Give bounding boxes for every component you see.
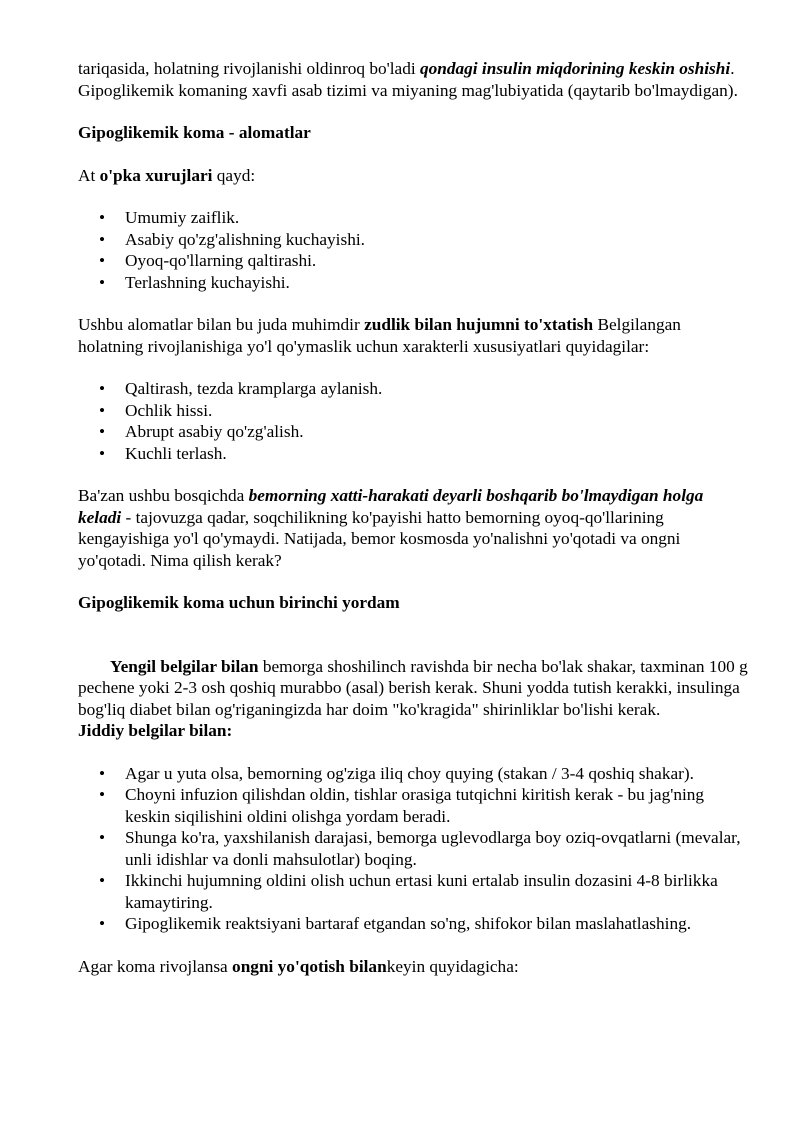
para2-emphasis: bemorning xatti-harakati deyarli boshqarib bo'lmaydigan holga keladi	[78, 486, 704, 527]
list-item: • Asabiy qo'zg'alishning kuchayishi.	[78, 229, 748, 251]
final-bold: ongni yo'qotish bilan	[232, 956, 387, 976]
mild-signs-paragraph	[78, 656, 748, 721]
final-text-2: keyin quyidagicha:	[386, 956, 519, 976]
list-item: • Qaltirash, tezda kramplarga aylanish.	[78, 378, 748, 400]
serious-bold: Jiddiy belgilar bilan:	[78, 721, 233, 740]
document-content	[78, 58, 748, 977]
intro-text-2: . Gipoglikemik komaning xavfi asab tizimi va miyaning mag'lubiyatida (qaytarib bo'lmaydigan).	[78, 59, 738, 100]
para-bold: zudlik bilan hujumni to'xtatish	[364, 315, 594, 334]
final-text: Agar koma rivojlansa	[78, 956, 233, 976]
list-item: • Shunga ko'ra, yaxshilanish darajasi, bemorga uglevodlarga boy oziq-ovqatlarni (mevalar, unli idishlar va donli mahsulotlar) boqing.	[78, 827, 748, 870]
list-item: • Terlashning kuchayishi.	[78, 272, 748, 294]
lead-text: At	[78, 165, 100, 185]
symptoms-paragraph	[78, 314, 748, 357]
mild-bold: Yengil belgilar bilan	[110, 656, 259, 676]
list-item: • Umumiy zaiflik.	[78, 207, 748, 229]
symptoms-lead	[78, 165, 748, 187]
symptoms-heading: Gipoglikemik koma - alomatlar	[78, 123, 311, 142]
intro-emphasis: qondagi insulin miqdorining keskin oshishi	[419, 59, 731, 78]
lead-bold: o'pka xurujlari	[99, 165, 213, 185]
list-item: • Kuchli terlash.	[78, 443, 748, 465]
serious-signs-heading	[78, 720, 748, 742]
para2-text: Ba'zan ushbu bosqichda	[78, 486, 249, 505]
list-item: • Oyoq-qo'llarning qaltirashi.	[78, 250, 748, 272]
first-aid-heading: Gipoglikemik koma uchun birinchi yordam	[78, 593, 400, 612]
final-paragraph	[78, 956, 748, 978]
features-list	[78, 378, 748, 464]
symptoms-list	[78, 207, 748, 293]
list-item: • Abrupt asabiy qo'zg'alish.	[78, 421, 748, 443]
behavior-paragraph	[78, 485, 748, 571]
list-item: • Ochlik hissi.	[78, 400, 748, 422]
intro-paragraph	[78, 58, 748, 101]
serious-signs-list	[78, 763, 748, 935]
intro-text: tariqasida, holatning rivojlanishi oldinroq bo'ladi	[78, 59, 420, 78]
list-item: • Agar u yuta olsa, bemorning og'ziga iliq choy quying (stakan / 3-4 qoshiq shakar).	[78, 763, 748, 785]
para-text-2: Belgilangan holatning rivojlanishiga yo'l qo'ymaslik uchun xarakterli xususiyatlari quyidagilar:	[78, 315, 681, 356]
list-item: • Ikkinchi hujumning oldini olish uchun ertasi kuni ertalab insulin dozasini 4-8 birlikka kamaytiring.	[78, 870, 748, 913]
list-item: • Choyni infuzion qilishdan oldin, tishlar orasiga tutqichni kiritish kerak - bu jag'ning keskin siqilishini oldini olishga yordam beradi.	[78, 784, 748, 827]
list-item: • Gipoglikemik reaktsiyani bartaraf etgandan so'ng, shifokor bilan maslahatlashing.	[78, 913, 748, 935]
para-text: Ushbu alomatlar bilan bu juda muhimdir	[78, 315, 365, 334]
mild-text: bemorga shoshilinch ravishda bir necha bo'lak shakar, taxminan 100 g pechene yoki 2-3 osh qoshiq murabbo (asal) berish kerak. Shuni yodda tutish kerakki, insulinga bog'liq diabet bilan og'riganingizda har doim "ko'kragida" shirinliklar bo'lishi kerak.	[78, 656, 748, 719]
lead-text-2: qayd:	[212, 165, 256, 185]
para2-text-2: - tajovuzga qadar, soqchilikning ko'payishi hatto bemorning oyoq-qo'llarining kengayishiga yo'l qo'ymaydi. Natijada, bemor kosmosda yo'nalishni yo'qotadi va ongni yo'qotadi. Nima qilish kerak?	[78, 507, 681, 570]
